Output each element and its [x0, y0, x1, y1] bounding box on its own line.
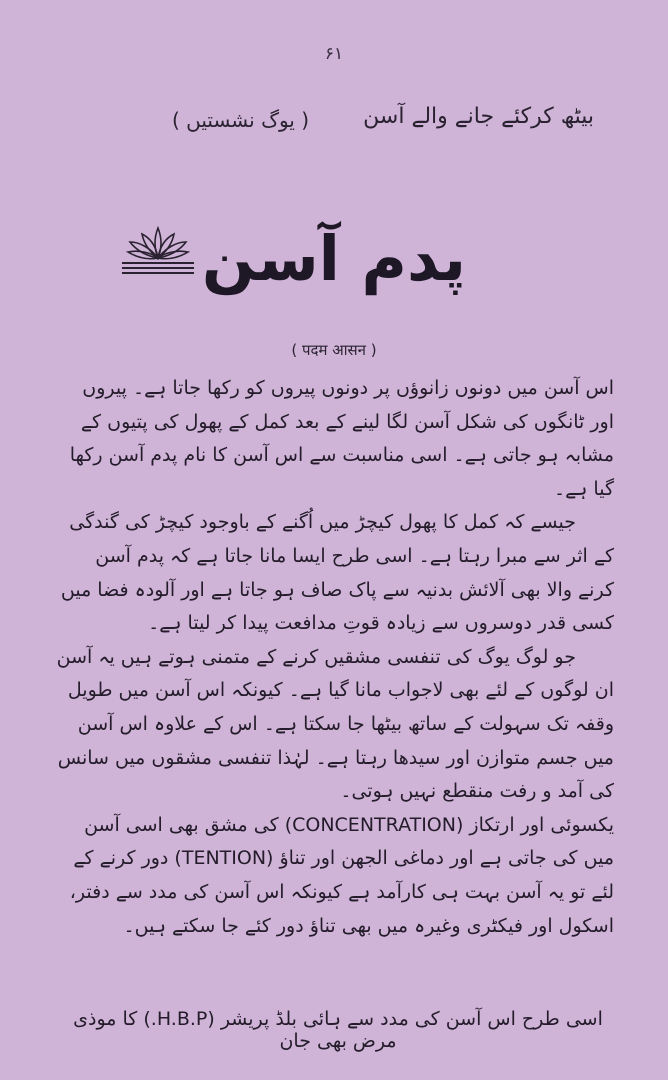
page-number: ۶۱	[324, 44, 344, 64]
last-line: اسی طرح اس آسن کی مدد سے ہائی بلڈ پریشر (H.B.P.) کا موذی مرض بھی جان	[73, 1008, 603, 1052]
section-heading: بیٹھ کرکئے جانے والے آسن	[363, 104, 594, 129]
page-title: پدم آسن	[201, 222, 467, 295]
hindi-subtitle: ( पदम आसन )	[291, 341, 377, 359]
paragraph: جیسے کہ کمل کا پھول کیچڑ میں اُگنے کے باوجود کیچڑ کی گندگی کے اثر سے مبرا رہتا ہے۔ اسی طرح ایسا مانا جاتا ہے کہ پدم آسن کرنے والا بھی آلائش بدنیہ سے پاک صاف ہو جاتا ہے اور آلودہ فضا میں کسی قدر دوسروں سے زیادہ قوتِ مدافعت پیدا کر لیتا ہے۔	[60, 511, 614, 635]
body-text	[54, 372, 614, 943]
paragraph: جو لوگ یوگ کی تنفسی مشقیں کرنے کے متمنی ہوتے ہیں یہ آسن ان لوگوں کے لئے بھی لاجواب مانا گیا ہے۔ کیونکہ اس آسن میں طویل وقفہ تک سہولت کے ساتھ بیٹھا جا سکتا ہے۔ اس کے علاوہ اس آسن میں جسم متوازن اور سیدھا رہتا ہے۔ لہٰذا تنفسی مشقوں میں سانس کی آمد و رفت منقطع نہیں ہوتی۔	[56, 645, 614, 803]
paragraph: اس آسن میں دونوں زانوؤں پر دونوں پیروں کو رکھا جاتا ہے۔ پیروں اور ٹانگوں کی شکل آسن لگا لینے کے بعد کمل کے پھول کی پتیوں کے مشابہ ہو جاتی ہے۔ اسی مناسبت سے اس آسن کا نام پدم آسن رکھا گیا ہے۔	[69, 377, 614, 500]
section-subheading: ( یوگ نشستیں )	[172, 108, 310, 132]
paragraph: یکسوئی اور ارتکاز (CONCENTRATION) کی مشق بھی اسی آسن میں کی جاتی ہے اور دماغی الجھن اور تناؤ (TENTION) دور کرنے کے لئے تو یہ آسن بہت ہی کارآمد ہے کیونکہ اس آسن کی مدد سے دفتر، اسکول اور فیکٹری وغیرہ میں بھی تناؤ دور کئے جا سکتے ہیں۔	[69, 813, 614, 937]
